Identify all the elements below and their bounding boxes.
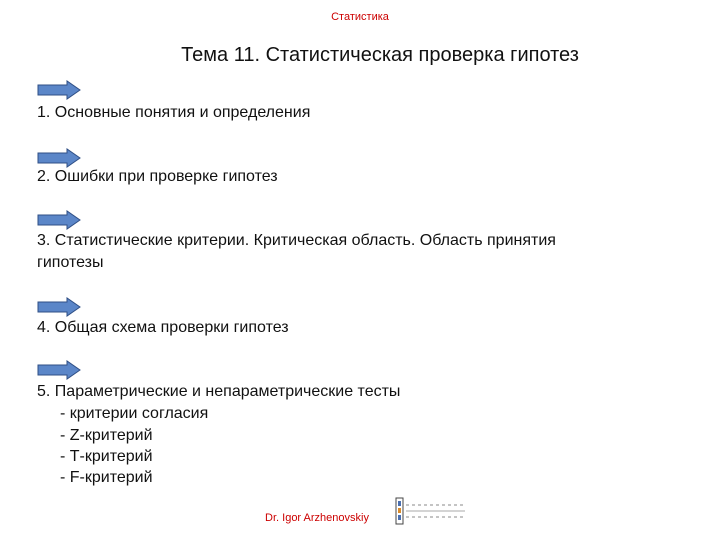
right-arrow-icon xyxy=(37,297,81,317)
item-label: 4. Общая схема проверки гипотез xyxy=(37,319,289,336)
right-arrow-icon xyxy=(37,80,81,100)
slide-title: Тема 11. Статистическая проверка гипотез xyxy=(181,44,579,66)
right-arrow-icon xyxy=(37,360,81,380)
institution-logo xyxy=(395,497,467,527)
item-label: 5. Параметрические и непараметрические тесты xyxy=(37,383,401,400)
subitem: - F-критерий xyxy=(60,469,153,486)
item-label-line2: гипотезы xyxy=(37,254,104,271)
item-label: 2. Ошибки при проверке гипотез xyxy=(37,168,278,185)
right-arrow-icon xyxy=(37,148,81,168)
footer-author: Dr. Igor Arzhenovskiy xyxy=(265,512,369,524)
item-label-line1: 3. Статистические критерии. Критическая область. Область принятия xyxy=(37,232,556,249)
right-arrow-icon xyxy=(37,210,81,230)
subitem: - Z-критерий xyxy=(60,427,153,444)
header-subject: Статистика xyxy=(331,11,389,23)
subitem: - критерии согласия xyxy=(60,405,209,422)
subitem: - Т-критерий xyxy=(60,448,153,465)
item-label: 1. Основные понятия и определения xyxy=(37,104,311,121)
